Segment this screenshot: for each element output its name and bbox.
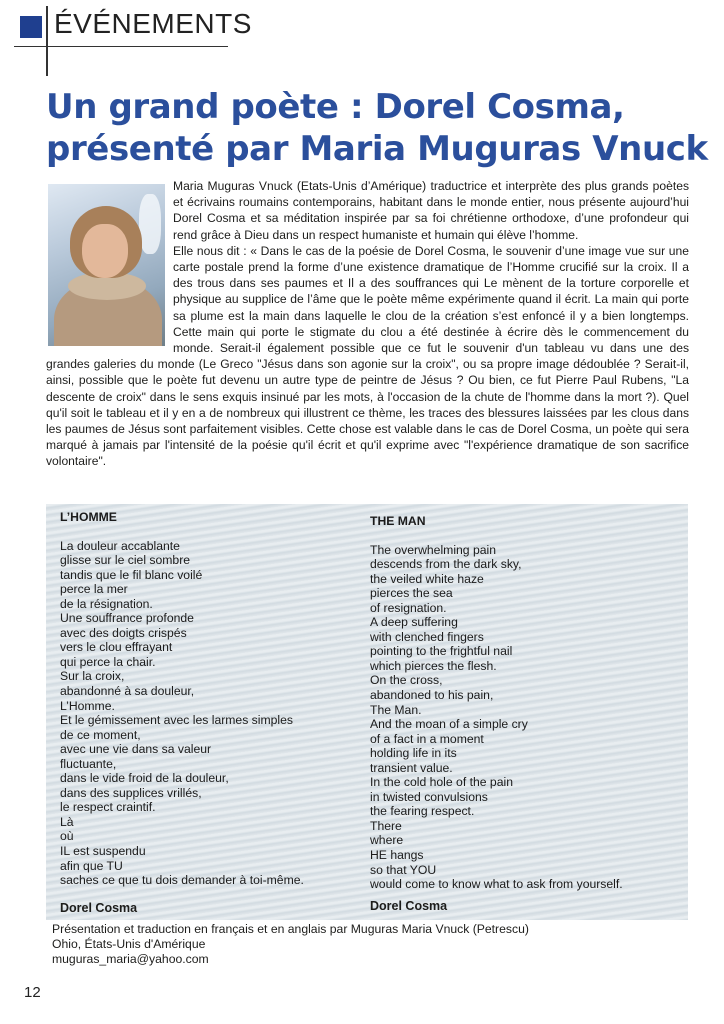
article-body [46, 178, 689, 470]
poem-line: descends from the dark sky, [370, 557, 522, 572]
poem-line: tandis que le fil blanc voilé [60, 567, 203, 582]
poem-line: fluctuante, [60, 756, 117, 771]
poem-english [370, 514, 623, 892]
poem-line: There [370, 818, 402, 833]
poem-french [60, 510, 304, 888]
poem-line: On the cross, [370, 673, 443, 688]
poem-line: with clenched fingers [370, 629, 484, 644]
poem-line: Sur la croix, [60, 669, 125, 684]
poem-line: HE hangs [370, 848, 424, 863]
poem-line: The Man. [370, 702, 422, 717]
poem-line: the fearing respect. [370, 804, 475, 819]
poem-line: qui perce la chair. [60, 654, 156, 669]
poem-line: which pierces the flesh. [370, 658, 497, 673]
poem-line: glisse sur le ciel sombre [60, 553, 191, 568]
article-title-line-2: présenté par Maria Muguras Vnuck [46, 129, 708, 169]
poem-line: abandonné à sa douleur, [60, 684, 195, 699]
poem-line: pierces the sea [370, 586, 453, 601]
poem-line: Et le gémissement avec les larmes simples [60, 713, 293, 728]
poem-line: avec des doigts crispés [60, 625, 187, 640]
header-horizontal-rule [14, 46, 228, 47]
poem-line: The overwhelming pain [370, 542, 497, 557]
poem-line: so that YOU [370, 862, 437, 877]
poem-line: L’Homme. [60, 698, 115, 713]
section-heading: ÉVÉNEMENTS [54, 8, 252, 39]
poem-line: would come to know what to ask from yourself. [370, 877, 623, 892]
poem-line: And the moan of a simple cry [370, 717, 528, 732]
poem-line: La douleur accablante [60, 538, 180, 553]
poem-line: Là [60, 814, 74, 829]
poem-french-author: Dorel Cosma [60, 901, 138, 915]
poem-line: abandoned to his pain, [370, 688, 494, 703]
poem-english-lines [370, 543, 623, 892]
poem-line: saches ce que tu dois demander à toi-même. [60, 873, 304, 888]
header-vertical-rule [46, 6, 48, 76]
poem-line: transient value. [370, 760, 453, 775]
poem-line: pointing to the frightful nail [370, 644, 513, 659]
credits-location: Ohio, États-Unis d'Amérique [52, 937, 206, 951]
article-paragraph-2: Elle nous dit : « Dans le cas de la poésie de Dorel Cosma, le souvenir d’une image vue sur une carte postale prend la forme d’une existence dramatique de l’Homme crucifié sur la croix. Il a des trous dans ses paumes et Il a des souffrances qui Le mènent de la torture corporelle et physique au supplice de l’âme que le poète même expérimente quand il écrit. La main qui porte sa plume est la main dans laquelle le clou de la création s’est enfoncé il y a bien longtemps. Cette main qui porte le stigmate du clou a été destinée à écrire dès le commencement du monde. Serait-il également possible que ce fut le souvenir d'un tableau vu dans une des grandes galeries du monde (Le Greco "Jésus dans son agonie sur la croix", ou sa propre image dédoublée ? Serait-il, ainsi, possible que le poète fut devenu un autre type de peintre de Jésus ? Ou bien, ce fut Pierre Paul Rubens, "La descente de croix" dans le sens exquis insinué par les mots, à l'occasion de la chute de l'homme dans la mort ?). Quel qu'il soit le tableau et il y en a de nombreux qui illustrent ce thème, les traces des blessures laissées par les clous dans les paumes de Jésus sont parfaitement visibles. Cette chose est valable dans le cas de Dorel Cosma, un poète qui sera marqué à jamais par l'intensité de la poésie qu'il écrit et qu'il exprime avec "l'expérience dramatique de son sacrifice volontaire". [46, 243, 689, 469]
poem-line: perce la mer [60, 582, 128, 597]
poem-line: IL est suspendu [60, 844, 146, 859]
article-title-line-1: Un grand poète : Dorel Cosma, [46, 87, 625, 127]
page-number: 12 [24, 984, 41, 1001]
poem-panel [46, 504, 688, 920]
poem-line: Une souffrance profonde [60, 611, 194, 626]
poem-line: dans le vide froid de la douleur, [60, 771, 229, 786]
section-marker-square [20, 16, 42, 38]
poem-french-lines [60, 539, 304, 888]
poem-line: of a fact in a moment [370, 731, 484, 746]
poem-line: avec une vie dans sa valeur [60, 742, 212, 757]
poem-line: in twisted convulsions [370, 789, 488, 804]
poem-line: A deep suffering [370, 615, 458, 630]
poem-line: the veiled white haze [370, 571, 484, 586]
poem-line: where [370, 833, 404, 848]
poem-line: holding life in its [370, 746, 457, 761]
poem-line: In the cold hole of the pain [370, 775, 513, 790]
poem-line: vers le clou effrayant [60, 640, 173, 655]
poem-line: de ce moment, [60, 727, 141, 742]
poem-line: où [60, 829, 74, 844]
article-paragraph-1: Maria Muguras Vnuck (Etats-Unis d’Amérique) traductrice et interprète des plus grands poètes et écrivains roumains contemporains, habitant dans le monde entier, nous présente aujourd’hui Dorel Cosma et sa méditation inspirée par sa foi chrétienne orthodoxe, d’une profondeur qui rend grâce à Dieu dans un respect humaniste et humain qui élève l’homme. [173, 179, 689, 242]
poem-line: of resignation. [370, 600, 447, 615]
poem-line: de la résignation. [60, 596, 153, 611]
poem-line: dans des supplices vrillés, [60, 785, 202, 800]
poem-english-title: THE MAN [370, 514, 426, 528]
poem-line: le respect craintif. [60, 800, 156, 815]
credits-translation: Présentation et traduction en français et en anglais par Muguras Maria Vnuck (Petrescu) [52, 922, 529, 936]
article-title [46, 86, 708, 170]
poem-english-author: Dorel Cosma [370, 899, 448, 913]
credits-block [52, 922, 529, 967]
poem-french-title: L’HOMME [60, 510, 117, 524]
credits-email: muguras_maria@yahoo.com [52, 952, 209, 966]
poem-line: afin que TU [60, 858, 123, 873]
